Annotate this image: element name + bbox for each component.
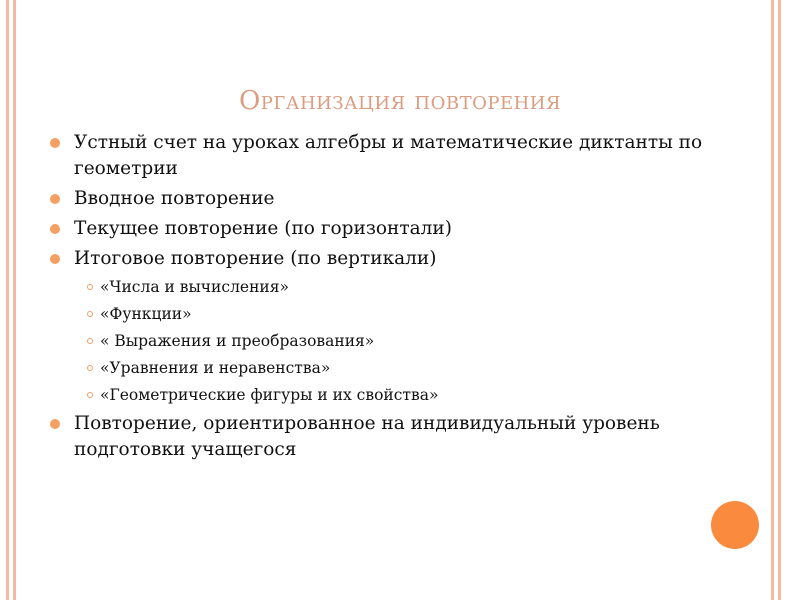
slide-content [50, 130, 765, 467]
sub-bullet-item [50, 357, 765, 379]
sub-bullet-text: «Геометрические фигуры и их свойства» [100, 386, 439, 404]
sub-bullet-ring-icon [87, 338, 93, 344]
accent-circle [711, 501, 759, 549]
sub-bullet-ring-icon [87, 284, 93, 290]
bullet-dot-icon [50, 254, 60, 264]
bullet-text: Повторение, ориентированное на индивидуальный уровень подготовки учащегося [74, 413, 660, 460]
bullet-dot-icon [50, 224, 60, 234]
sub-bullet-text: «Уравнения и неравенства» [100, 359, 331, 377]
sub-bullet-ring-icon [87, 365, 93, 371]
sub-bullet-item [50, 330, 765, 352]
bullet-item [50, 216, 765, 242]
bullet-text: Устный счет на уроках алгебры и математические диктанты по геометрии [74, 132, 703, 179]
bullet-text: Вводное повторение [74, 188, 275, 209]
bullet-dot-icon [50, 138, 60, 148]
sub-bullet-text: «Функции» [100, 305, 192, 323]
bullet-item [50, 186, 765, 212]
bullet-dot-icon [50, 419, 60, 429]
sub-bullet-item [50, 384, 765, 406]
sub-bullet-list [50, 276, 765, 406]
sub-bullet-text: « Выражения и преобразования» [100, 332, 375, 350]
bullet-text: Текущее повторение (по горизонтали) [74, 218, 452, 239]
bullet-dot-icon [50, 194, 60, 204]
sub-bullet-ring-icon [87, 311, 93, 317]
bullet-item [50, 130, 765, 182]
bullet-item [50, 246, 765, 272]
sub-bullet-text: «Числа и вычисления» [100, 278, 290, 296]
slide-title: Организация повторения [238, 86, 562, 116]
sub-bullet-item [50, 303, 765, 325]
bullet-text: Итоговое повторение (по вертикали) [74, 248, 437, 269]
bullet-item [50, 411, 765, 463]
sub-bullet-ring-icon [87, 392, 93, 398]
sub-bullet-item [50, 276, 765, 298]
